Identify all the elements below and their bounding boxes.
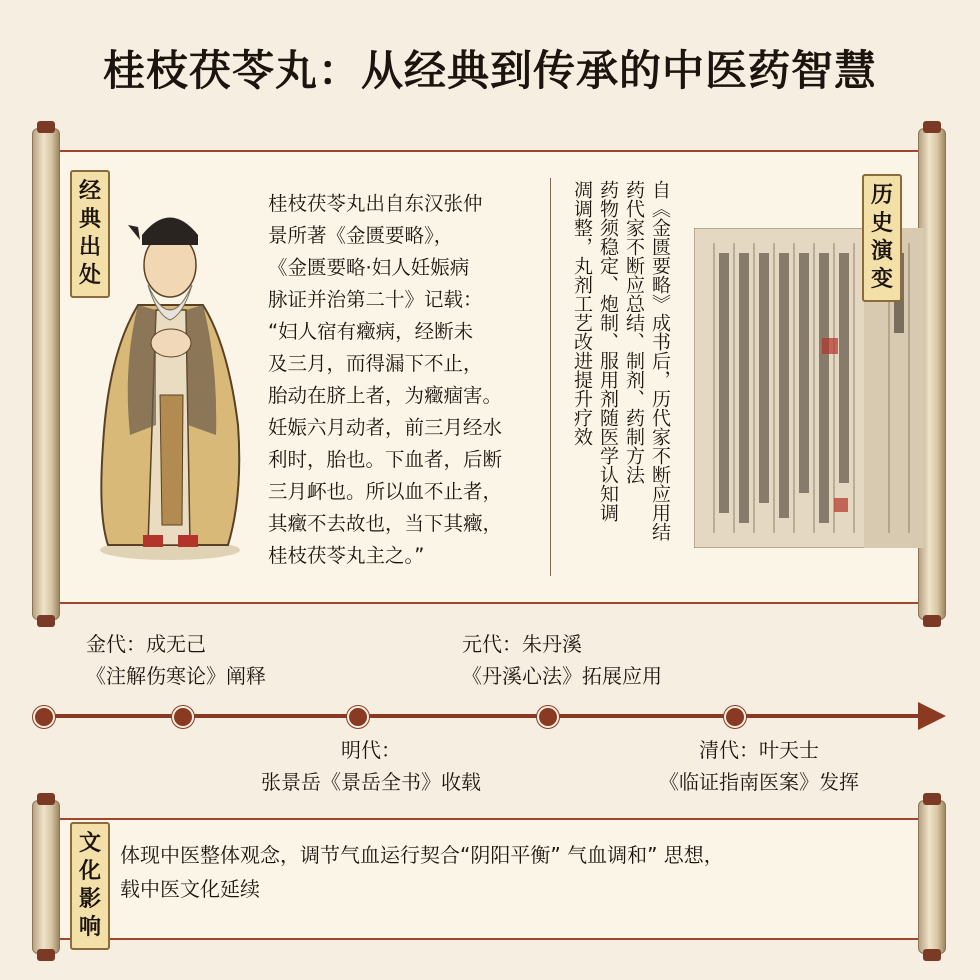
timeline-dot [33, 706, 55, 728]
section-divider [550, 178, 551, 576]
timeline-event-qing [634, 734, 884, 798]
event-dynasty: 明代： [341, 738, 401, 762]
classic-line: “妇人宿有癥病，经断未 [268, 320, 474, 343]
timeline-event-ming [236, 734, 506, 798]
classic-line: 脉证并治第二十》记载： [268, 288, 483, 311]
impact-line: 载中医文化延续 [120, 877, 260, 901]
classic-line: 胎动在脐上者，为癥痼害。 [268, 384, 503, 407]
impact-tag: 文化影响 [70, 822, 110, 950]
timeline-dot [537, 706, 559, 728]
event-work: 张景岳《景岳全书》收载 [261, 770, 481, 794]
event-work: 《临证指南医案》发挥 [659, 770, 859, 794]
impact-line: 体现中医整体观念，调节气血运行契合“阴阳平衡” 气血调和” 思想， [120, 843, 724, 867]
history-column: 药物须稳定、炮制、服用剂随医学认知调 [597, 180, 619, 522]
scroll-roll-left [32, 800, 60, 954]
scroll-roll-right [918, 800, 946, 954]
classic-line: 利时，胎也。下血者，后断 [268, 448, 503, 471]
classic-line: 景所著《金匮要略》， [268, 224, 454, 247]
page-title: 桂枝茯苓丸：从经典到传承的中医药智慧 [102, 46, 877, 95]
event-dynasty: 清代：叶天士 [699, 738, 819, 762]
classic-line: 《金匮要略·妇人妊娠病 [268, 256, 470, 279]
zhang-zhongjing-portrait [78, 195, 258, 565]
timeline-event-jin [86, 628, 266, 692]
timeline-dot [172, 706, 194, 728]
source-tag: 经典出处 [70, 170, 110, 298]
history-tag: 历史演变 [862, 174, 902, 302]
history-column: 自《金匮要略》成书后，历代家不断应用结 [649, 180, 671, 541]
event-dynasty: 元代：朱丹溪 [462, 632, 582, 656]
history-column: 凋调整，丸剂工艺改进提升疗效 [571, 180, 593, 446]
classic-line: 妊娠六月动者，前三月经水 [268, 416, 503, 439]
scroll-roll-left [32, 128, 60, 620]
classic-line: 桂枝茯苓丸主之。” [268, 544, 425, 567]
classic-line: 三月衃也。所以血不止者， [268, 480, 503, 503]
classic-line: 桂枝茯苓丸出自东汉张仲 [268, 192, 483, 215]
event-work: 《注解伤寒论》阐释 [86, 664, 266, 688]
classic-line: 其癥不去故也，当下其癥， [268, 512, 503, 535]
classic-quote [268, 188, 538, 572]
event-work: 《丹溪心法》拓展应用 [462, 664, 662, 688]
history-column: 药代家不断应总结、制剂、药制方法 [623, 180, 645, 484]
timeline-dot [347, 706, 369, 728]
timeline-event-yuan [462, 628, 662, 692]
timeline-arrow-icon [918, 702, 946, 730]
classic-line: 及三月，而得漏下不止， [268, 352, 483, 375]
timeline-dot [724, 706, 746, 728]
impact-text [120, 838, 920, 906]
event-dynasty: 金代：成无己 [86, 632, 206, 656]
